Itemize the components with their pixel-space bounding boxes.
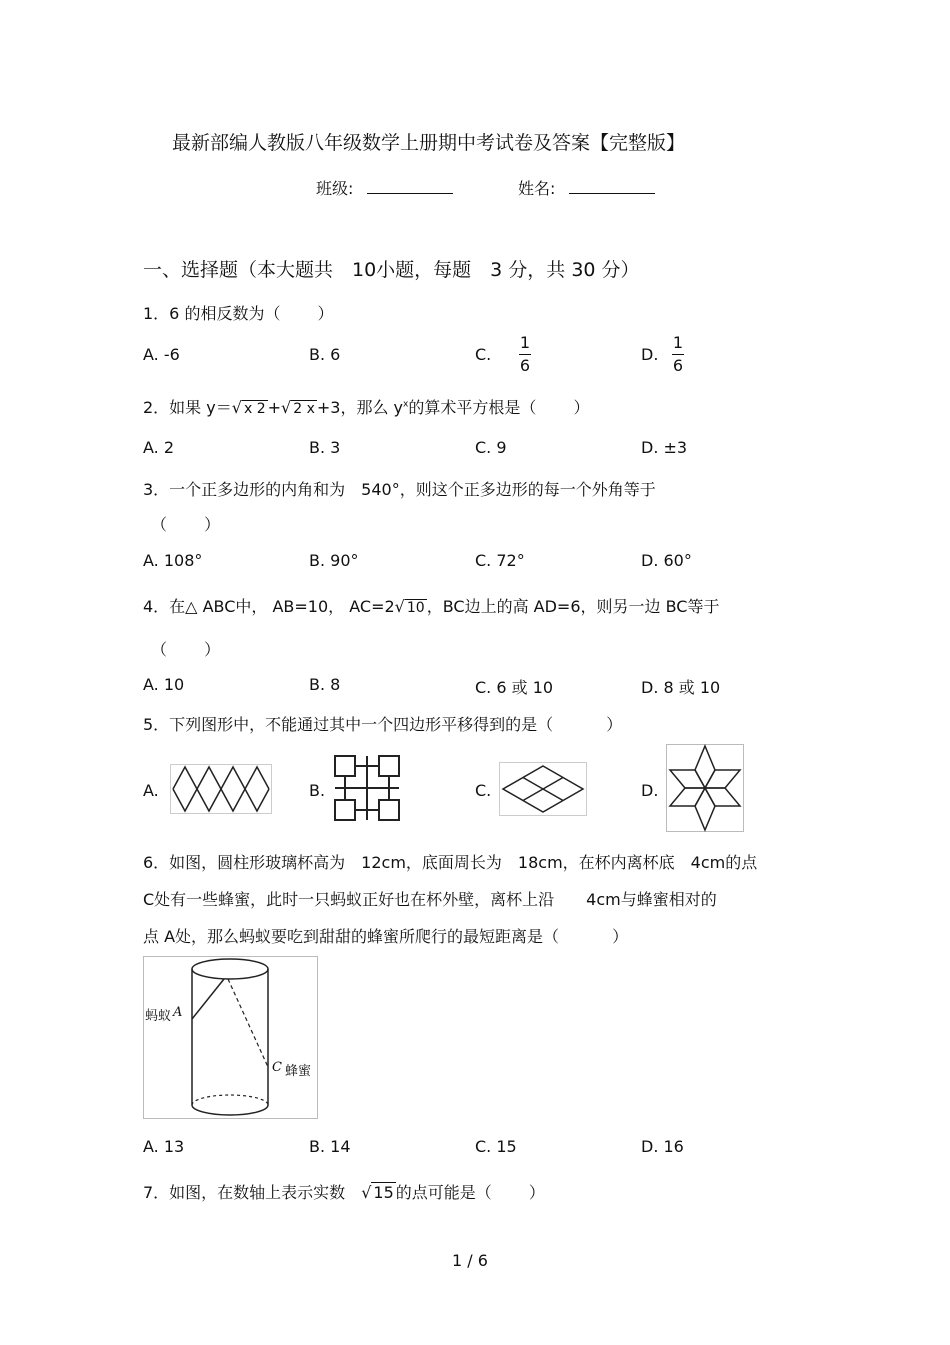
q2-option-a: A. 2 (143, 438, 175, 457)
q3-option-b: B. 90° (309, 551, 359, 570)
q5-option-a: A. (143, 781, 159, 800)
q5-figure-c (499, 762, 587, 816)
q6-fig-honey-label: 蜂蜜 (285, 1064, 312, 1079)
section-heading: 一、选择题（本大题共 10小题，每题 3 分，共 30 分） (143, 259, 640, 281)
q6-option-d: D. 16 (641, 1137, 684, 1156)
q6-option-a: A. 13 (143, 1137, 185, 1156)
q2-radicand-2: 2 x (293, 401, 315, 417)
q1-c-fraction (519, 334, 531, 375)
class-blank[interactable] (367, 179, 453, 194)
q2-superscript: x (403, 399, 409, 410)
q3-paren: （ ） (151, 515, 221, 534)
q2-text-3: 的算术平方根是（ ） (408, 398, 590, 417)
q6-fig-point-c: C (272, 1060, 282, 1075)
name-label: 姓名: (518, 179, 556, 198)
q3-stem: 3．一个正多边形的内角和为 540°，则这个正多边形的每一个外角等于 (143, 480, 656, 499)
q2-option-c: C. 9 (475, 438, 507, 457)
q4-text-2: ，BC边上的高 AD=6，则另一边 BC等于 (426, 597, 720, 616)
q5-figure-d (666, 744, 744, 832)
q6-option-b: B. 14 (309, 1137, 351, 1156)
q1-option-c: C. (475, 345, 492, 364)
q5-figure-b (333, 754, 403, 824)
q6-fig-ant-label: 蚂蚁 (145, 1009, 172, 1024)
name-field (518, 176, 655, 199)
q5-figure-a (170, 764, 272, 814)
q2-text-1: 2．如果 y＝ (143, 398, 232, 417)
q6-line-1: 6．如图，圆柱形玻璃杯高为 12cm，底面周长为 18cm，在杯内离杯底 4cm的点 (143, 853, 758, 872)
q6-cylinder-figure (143, 956, 318, 1119)
class-label: 班级: (316, 179, 354, 198)
q3-option-a: A. 108° (143, 551, 203, 570)
sqrt-icon: √ (361, 1183, 372, 1202)
q5-option-d: D. (641, 781, 659, 800)
q7-text-2: 的点可能是（ ） (395, 1183, 545, 1202)
q1-option-b: B. 6 (309, 345, 341, 364)
q1-option-d: D. (641, 345, 659, 364)
q5-option-b: B. (309, 781, 326, 800)
q4-text-1: 4．在△ ABC中， AB=10， AC=2 (143, 597, 395, 616)
q4-option-a: A. 10 (143, 675, 185, 694)
q6-line-3: 点 A处，那么蚂蚁要吃到甜甜的蜂蜜所爬行的最短距离是（ ） (143, 927, 629, 946)
q4-radicand: 10 (406, 600, 425, 616)
q4-stem (143, 594, 719, 617)
q7-stem (143, 1180, 545, 1203)
q4-option-c: C. 6 或 10 (475, 678, 554, 697)
q1-c-denominator: 6 (519, 356, 531, 375)
q4-option-d: D. 8 或 10 (641, 678, 721, 697)
q2-option-b: B. 3 (309, 438, 341, 457)
q2-stem (143, 395, 589, 418)
q7-text-1: 7．如图，在数轴上表示实数 (143, 1183, 362, 1202)
page-title: 最新部编人教版八年级数学上册期中考试卷及答案【完整版】 (172, 132, 686, 154)
class-field (316, 176, 453, 199)
q1-d-fraction (672, 334, 684, 375)
q1-d-numerator: 1 (672, 333, 684, 352)
q2-radicand-1: x 2 (243, 401, 266, 417)
q6-fig-point-a: A (173, 1005, 183, 1020)
q4-option-b: B. 8 (309, 675, 341, 694)
name-blank[interactable] (569, 179, 655, 194)
q1-option-a: A. -6 (143, 345, 180, 364)
q6-option-c: C. 15 (475, 1137, 517, 1156)
q1-d-denominator: 6 (672, 356, 684, 375)
q5-stem: 5．下列图形中，不能通过其中一个四边形平移得到的是（ ） (143, 715, 623, 734)
q2-text-2: +3，那么 y (316, 398, 404, 417)
sqrt-icon: √ (394, 597, 405, 616)
q2-plus: + (267, 398, 282, 417)
q1-c-numerator: 1 (519, 333, 531, 352)
q1-stem: 1．6 的相反数为（ ） (143, 304, 334, 323)
q3-option-d: D. 60° (641, 551, 692, 570)
q5-option-c: C. (475, 781, 492, 800)
q6-line-2: C处有一些蜂蜜，此时一只蚂蚁正好也在杯外壁，离杯上沿 4cm与蜂蜜相对的 (143, 890, 717, 909)
sqrt-icon: √ (281, 398, 292, 417)
q7-radicand: 15 (373, 1183, 394, 1202)
sqrt-icon: √ (231, 398, 242, 417)
q2-option-d: D. ±3 (641, 438, 688, 457)
q3-option-c: C. 72° (475, 551, 525, 570)
q4-paren: （ ） (151, 640, 221, 659)
page-number: 1 / 6 (452, 1251, 488, 1270)
